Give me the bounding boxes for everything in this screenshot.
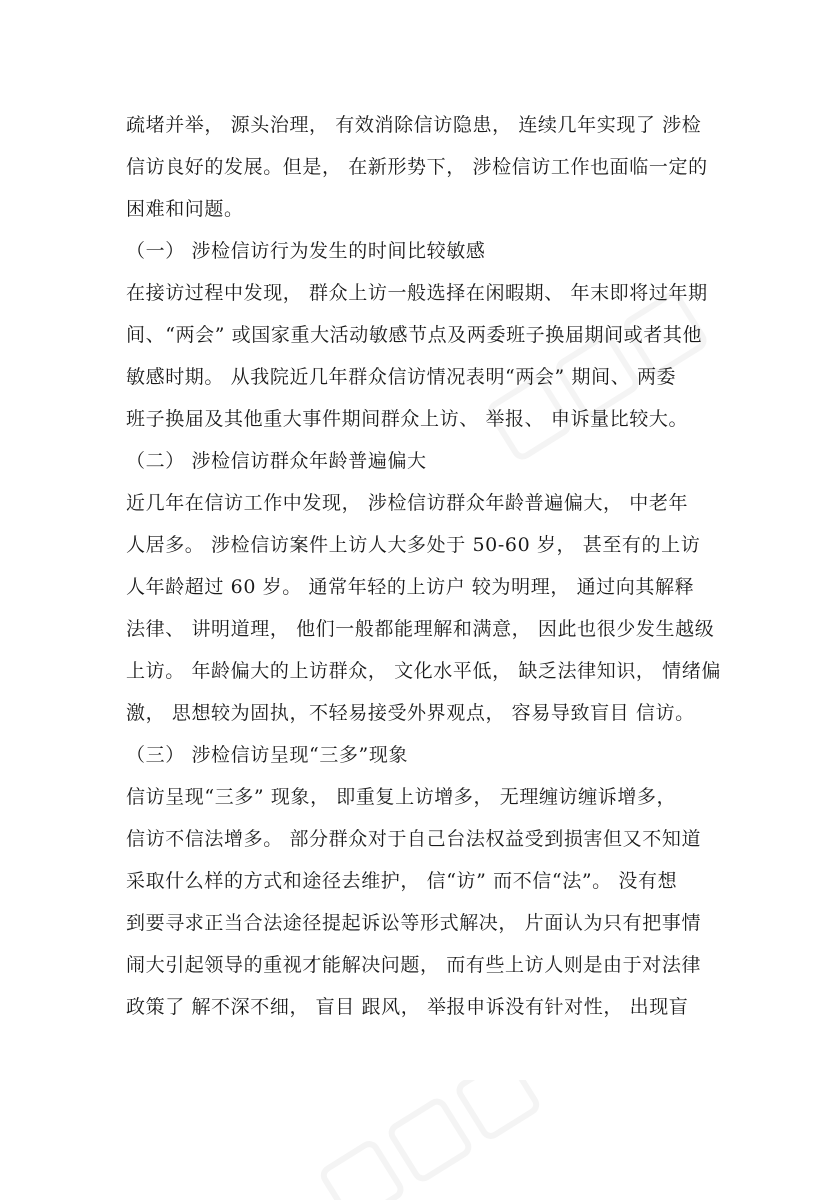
section-heading-3: （三） 涉检信访呈现“三多”现象 <box>126 744 409 766</box>
text-line: 在接访过程中发现， 群众上访一般选择在闲暇期、 年末即将过年期 <box>126 282 708 304</box>
text-line: 信访良好的发展。但是， 在新形势下， 涉检信访工作也面临一定的 <box>126 156 708 178</box>
document-body <box>126 104 721 1028</box>
text-line: 采取什么样的方式和途径去维护， 信“访” 而不信“法”。 没有想 <box>126 870 678 892</box>
section-heading-1: （一） 涉检信访行为发生的时间比较敏感 <box>126 240 486 262</box>
text-line: 困难和问题。 <box>126 198 244 220</box>
text-line: 间、“两会” 或国家重大活动敏感节点及两委班子换届期间或者其他 <box>126 324 703 346</box>
text-line: 闹大引起领导的重视才能解决问题， 而有些上访人则是由于对法律 <box>126 954 702 976</box>
text-line: 人年龄超过 60 岁。 通常年轻的上访户 较为明理， 通过向其解释 <box>126 576 695 598</box>
text-line: 到要寻求正当合法途径提起诉讼等形式解决， 片面认为只有把事情 <box>126 912 702 934</box>
text-line: 激， 思想较为固执，不轻易接受外界观点， 容易导致盲目 信访。 <box>126 702 695 724</box>
text-line: 疏堵并举， 源头治理， 有效消除信访隐患， 连续几年实现了 涉检 <box>126 114 702 136</box>
watermark-logo-bottom <box>300 1080 560 1200</box>
text-line: 人居多。 涉检信访案件上访人大多处于 50-60 岁， 甚至有的上访 <box>126 534 701 556</box>
text-line: 法律、 讲明道理， 他们一般都能理解和满意， 因此也很少发生越级 <box>126 618 715 640</box>
text-line: 政策了 解不深不细， 盲目 跟风， 举报申诉没有针对性， 出现盲 <box>126 996 689 1018</box>
text-line: 近几年在信访工作中发现， 涉检信访群众年龄普遍偏大， 中老年 <box>126 492 689 514</box>
text-line: 上访。 年龄偏大的上访群众， 文化水平低， 缺乏法律知识， 情绪偏 <box>126 660 721 682</box>
section-heading-2: （二） 涉检信访群众年龄普遍偏大 <box>126 450 427 472</box>
text-line: 班子换届及其他重大事件期间群众上访、 举报、 申诉量比较大。 <box>126 408 689 430</box>
text-line: 敏感时期。 从我院近几年群众信访情况表明“两会” 期间、 两委 <box>126 366 677 388</box>
text-line: 信访不信法增多。 部分群众对于自己台法权益受到损害但又不知道 <box>126 828 702 850</box>
text-line: 信访呈现“三多” 现象， 即重复上访增多， 无理缠访缠诉增多， <box>126 786 677 808</box>
